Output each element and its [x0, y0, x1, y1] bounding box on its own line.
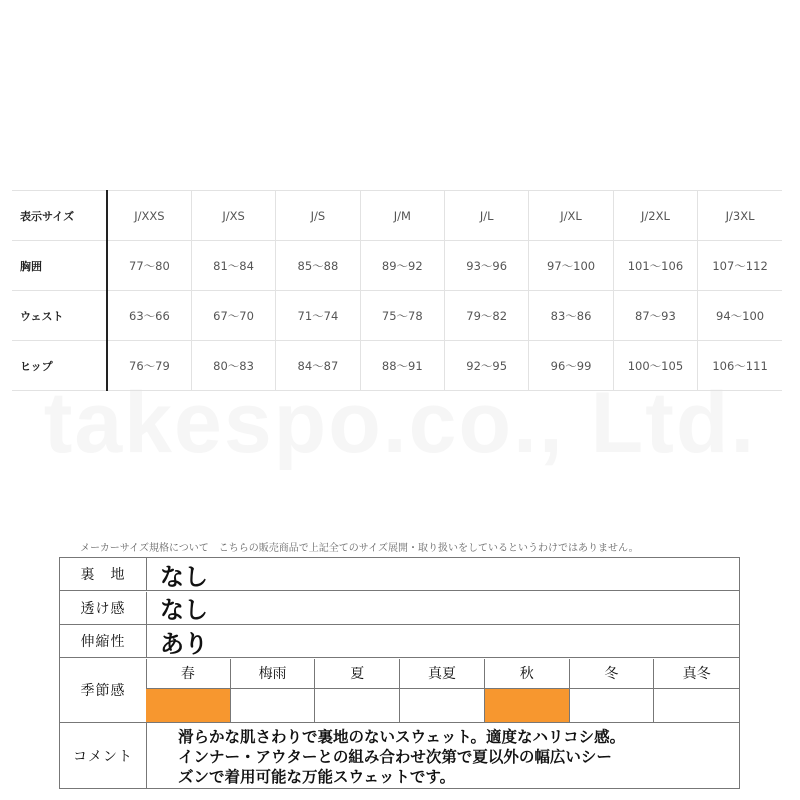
measurement-cell: 75〜78 — [360, 291, 444, 341]
season-header: 真夏 — [400, 659, 485, 689]
size-label: J/XXS — [107, 191, 191, 241]
spec-row-stretch — [60, 625, 739, 658]
size-label: J/M — [360, 191, 444, 241]
season-indicator — [231, 689, 316, 722]
season-header: 梅雨 — [231, 659, 316, 689]
size-label: J/L — [445, 191, 529, 241]
comment-text — [178, 727, 733, 787]
measurement-cell: 97〜100 — [529, 241, 613, 291]
measurement-cell: 93〜96 — [445, 241, 529, 291]
spec-label: 伸縮性 — [60, 625, 147, 657]
season-indicator — [654, 689, 739, 722]
row-label: 胸囲 — [12, 241, 107, 291]
size-label: J/XS — [191, 191, 275, 241]
season-indicator — [570, 689, 655, 722]
measurement-cell: 87〜93 — [613, 291, 697, 341]
measurement-cell: 100〜105 — [613, 341, 697, 391]
season-header: 春 — [146, 659, 231, 689]
row-label: ウェスト — [12, 291, 107, 341]
size-row-waist — [12, 291, 782, 341]
measurement-cell: 92〜95 — [445, 341, 529, 391]
comment-line: 滑らかな肌さわりで裏地のないスウェット。適度なハリコシ感。 — [178, 728, 626, 746]
spec-label: 裏 地 — [60, 558, 147, 590]
spec-row-season — [60, 659, 739, 723]
measurement-cell: 77〜80 — [107, 241, 191, 291]
season-indicator — [485, 689, 570, 722]
spec-value: あり — [160, 629, 208, 658]
season-header: 秋 — [485, 659, 570, 689]
spec-table — [59, 557, 740, 789]
spec-label: 季節感 — [60, 659, 147, 722]
spec-value: なし — [160, 596, 208, 624]
measurement-cell: 94〜100 — [698, 291, 782, 341]
spec-row-lining — [60, 558, 739, 591]
measurement-cell: 107〜112 — [698, 241, 782, 291]
measurement-cell: 84〜87 — [276, 341, 360, 391]
measurement-cell: 79〜82 — [445, 291, 529, 341]
measurement-cell: 71〜74 — [276, 291, 360, 341]
size-label: J/S — [276, 191, 360, 241]
season-indicator — [400, 689, 485, 722]
spec-row-comment — [60, 723, 739, 788]
size-header-label: 表示サイズ — [12, 191, 107, 241]
measurement-cell: 76〜79 — [107, 341, 191, 391]
measurement-cell: 96〜99 — [529, 341, 613, 391]
measurement-cell: 88〜91 — [360, 341, 444, 391]
size-note: メーカーサイズ規格について こちらの販売商品で上記全てのサイズ展開・取り扱いをしているというわけではありません。 — [80, 543, 639, 554]
measurement-cell: 101〜106 — [613, 241, 697, 291]
spec-label: 透け感 — [60, 592, 147, 624]
measurement-cell: 67〜70 — [191, 291, 275, 341]
spec-value: なし — [160, 562, 208, 591]
season-header: 冬 — [570, 659, 655, 689]
measurement-cell: 81〜84 — [191, 241, 275, 291]
size-row-chest — [12, 241, 782, 291]
season-header: 夏 — [315, 659, 400, 689]
measurement-cell: 106〜111 — [698, 341, 782, 391]
size-row-hip — [12, 341, 782, 391]
size-header-row — [12, 191, 782, 241]
comment-line: ズンで着用可能な万能スウェットです。 — [178, 768, 456, 786]
spec-row-sheer — [60, 592, 739, 625]
measurement-cell: 83〜86 — [529, 291, 613, 341]
watermark-text: takespo.co., Ltd. — [43, 375, 757, 471]
comment-line: インナー・アウターとの組み合わせ次第で夏以外の幅広いシー — [178, 748, 612, 766]
size-label: J/2XL — [613, 191, 697, 241]
size-label: J/3XL — [698, 191, 782, 241]
measurement-cell: 80〜83 — [191, 341, 275, 391]
measurement-cell: 63〜66 — [107, 291, 191, 341]
spec-label: コメント — [60, 723, 147, 788]
season-indicator — [315, 689, 400, 722]
measurement-cell: 85〜88 — [276, 241, 360, 291]
measurement-cell: 89〜92 — [360, 241, 444, 291]
size-label: J/XL — [529, 191, 613, 241]
size-chart-table — [12, 190, 782, 391]
season-grid — [146, 659, 739, 722]
row-label: ヒップ — [12, 341, 107, 391]
season-header: 真冬 — [654, 659, 739, 689]
season-indicator — [146, 689, 231, 722]
